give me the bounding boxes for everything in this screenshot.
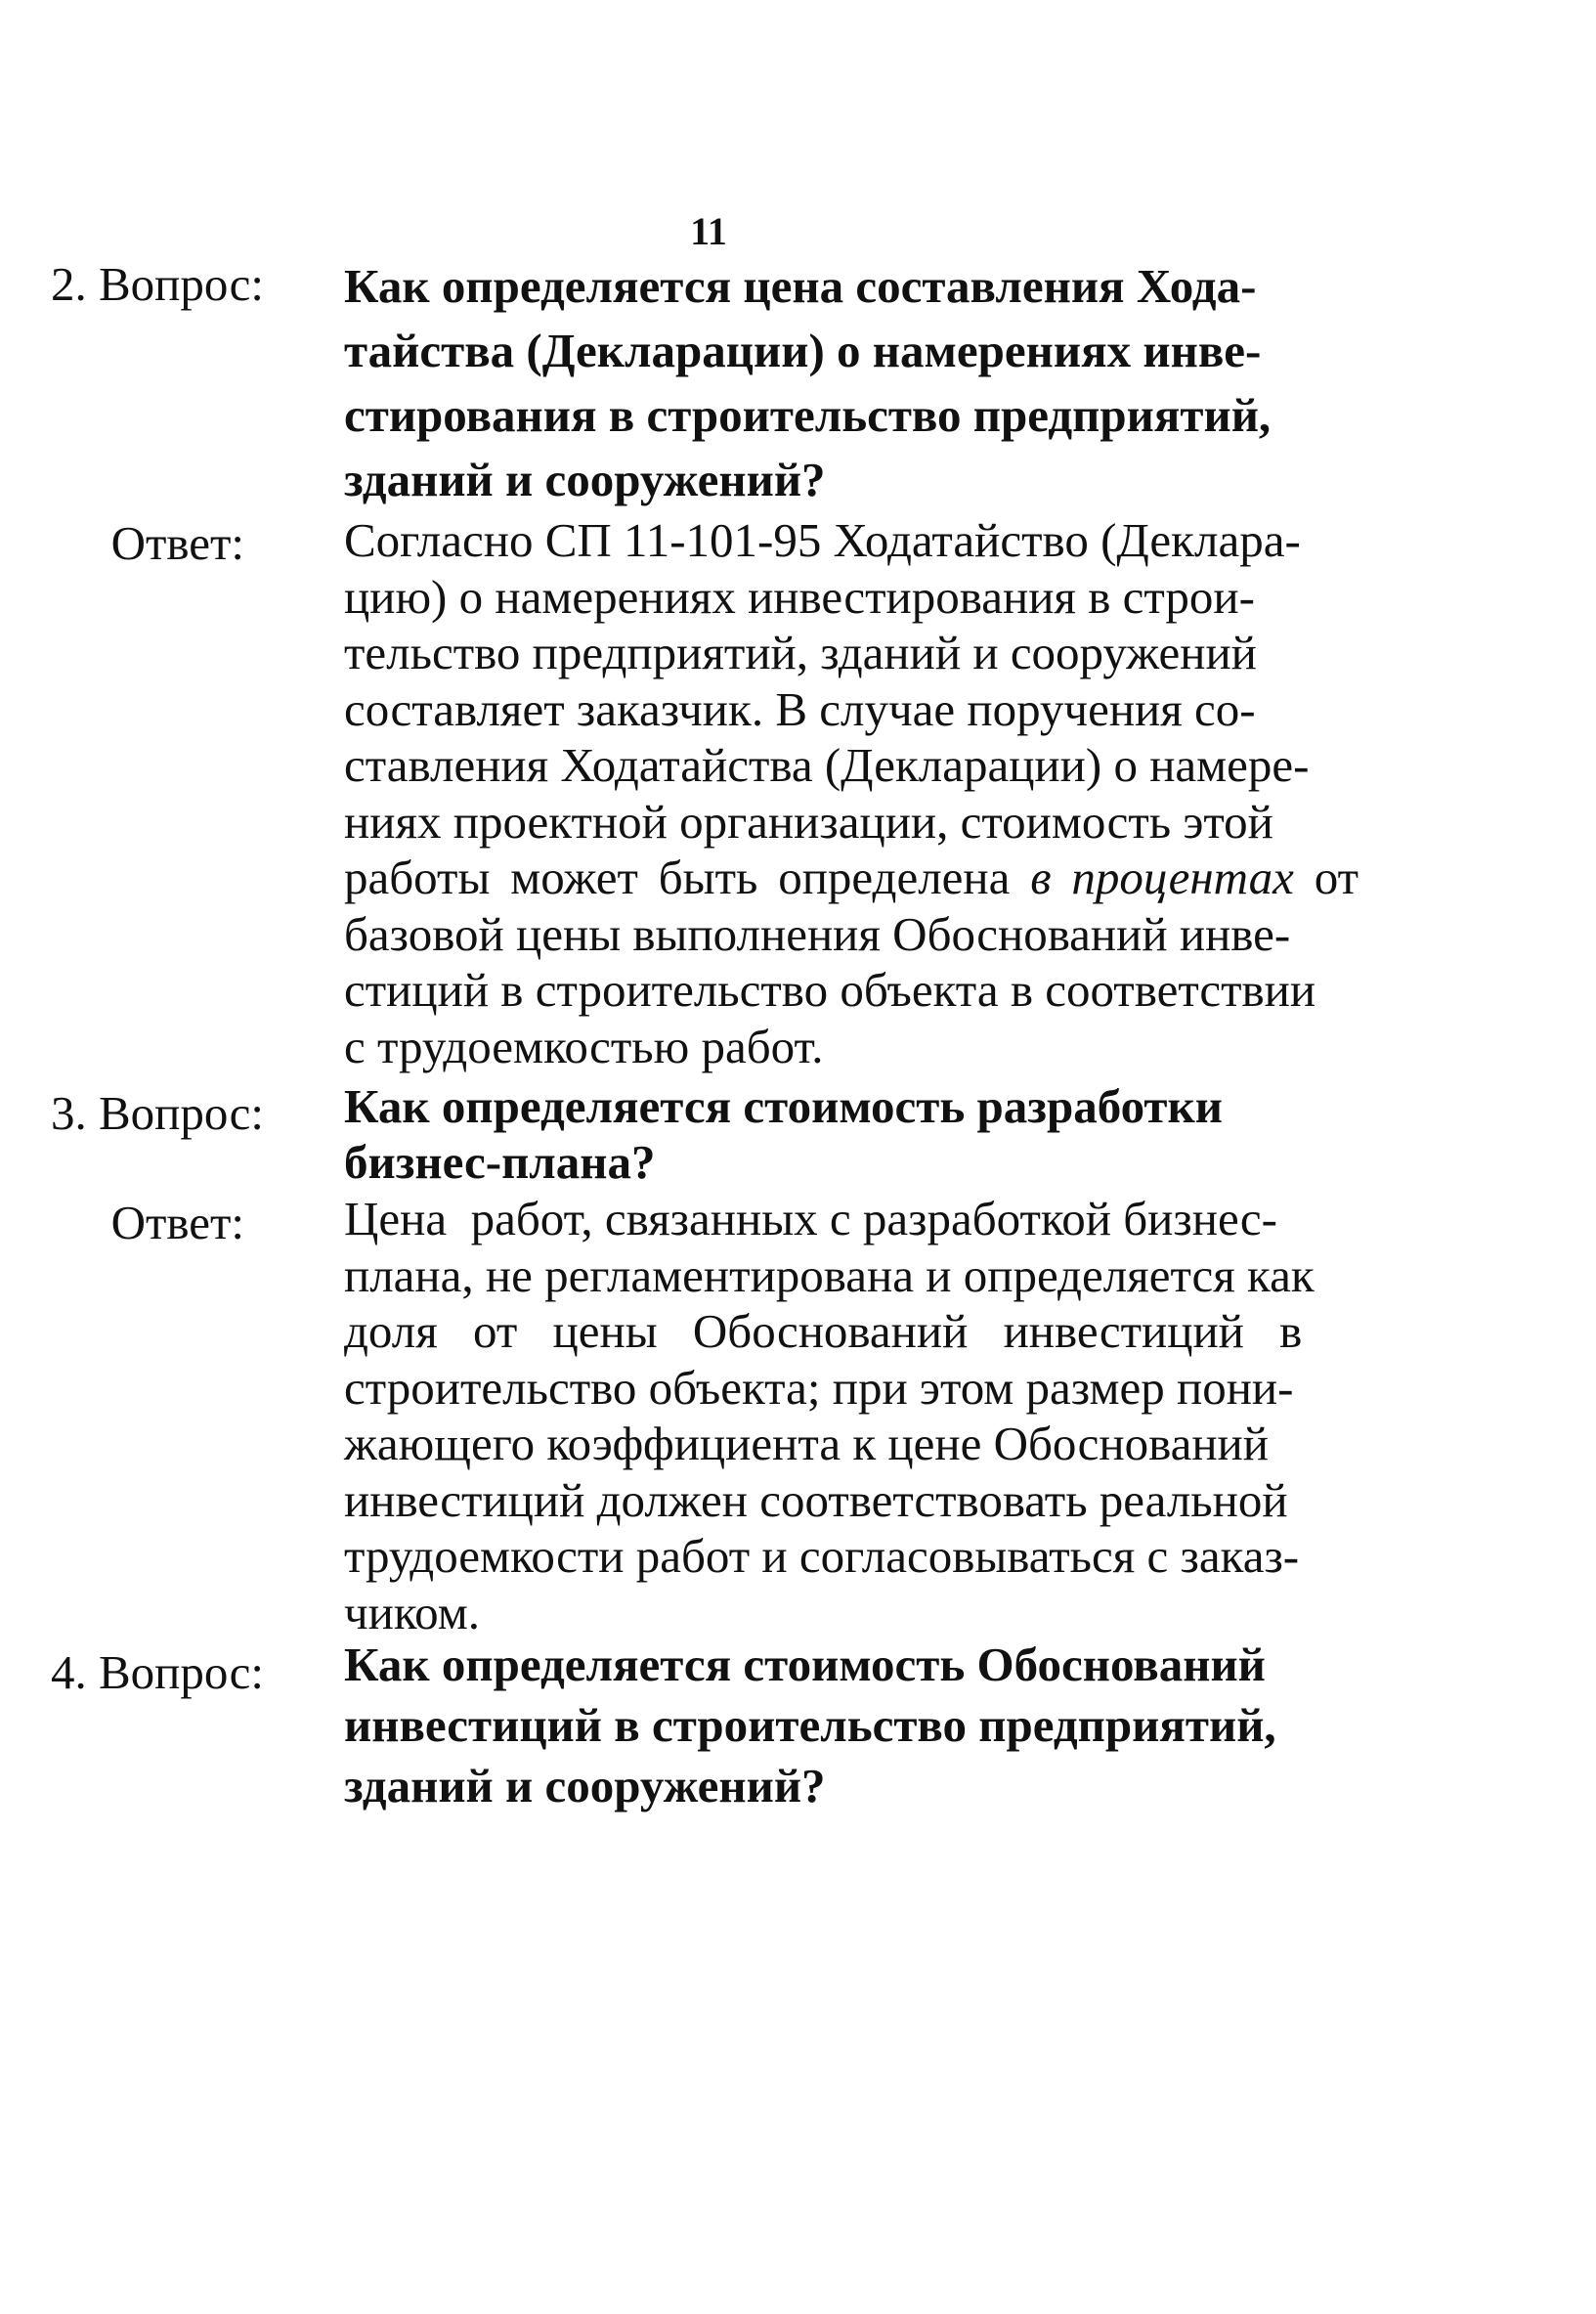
question-number-4-label: 4. Вопрос: — [51, 1645, 264, 1699]
text-line: строительство объекта; при этом размер пони- — [344, 1360, 1294, 1415]
question-2-text — [344, 254, 1359, 512]
text-line: инвестиций в строительство предприятий, — [344, 1698, 1276, 1752]
text-line: тайства (Декларации) о намерениях инве- — [344, 324, 1262, 377]
answer-2-label: Ответ: — [110, 516, 244, 570]
text-line: бизнес-плана? — [344, 1135, 656, 1189]
question-3-text — [344, 1078, 1359, 1190]
text-line: Как определяется цена составления Хода- — [344, 259, 1257, 313]
answer-2-text — [344, 512, 1359, 1074]
text-line: ниях проектной организации, стоимость этой — [344, 794, 1273, 849]
text-line: стиций в строительство объекта в соответствии — [344, 963, 1316, 1017]
question-4-text — [344, 1635, 1359, 1816]
text-line: доля от цены Обоснований инвестиций в — [344, 1304, 1303, 1358]
text-segment: от — [1314, 851, 1359, 904]
text-line: цию) о намерениях инвестирования в строи- — [344, 569, 1255, 624]
answer-3-text — [344, 1191, 1359, 1640]
text-line: зданий и сооружений? — [344, 1759, 826, 1812]
text-line: инвестиций должен соответствовать реальной — [344, 1472, 1288, 1527]
text-line: стирования в строительство предприятий, — [344, 388, 1272, 442]
text-line: с трудоемкостью работ. — [344, 1019, 824, 1073]
text-line: Как определяется стоимость Обоснований — [344, 1637, 1266, 1691]
text-line — [344, 850, 1359, 906]
text-segment: работы может быть определена — [344, 851, 1011, 904]
text-line: тельство предприятий, зданий и сооружений — [344, 626, 1257, 679]
text-line: жающего коэффициента к цене Обоснований — [344, 1417, 1270, 1470]
question-number-2-label: 2. Вопрос: — [51, 257, 264, 311]
text-line: Цена работ, связанных с разработкой бизнес- — [344, 1192, 1277, 1245]
text-line: составляет заказчик. В случае поручения со- — [344, 681, 1256, 736]
text-line: ставления Ходатайства (Декларации) о намере- — [344, 738, 1310, 792]
answer-3-label: Ответ: — [110, 1196, 244, 1249]
text-line: Как определяется стоимость разработки — [344, 1079, 1223, 1133]
text-line: чиком. — [344, 1585, 481, 1639]
italic-phrase: в процентах — [1030, 851, 1294, 904]
text-line: Согласно СП 11-101-95 Ходатайство (Деклара- — [344, 513, 1301, 567]
text-line: зданий и сооружений? — [344, 453, 826, 506]
page-number: 11 — [690, 209, 727, 253]
text-line: базовой цены выполнения Обоснований инве- — [344, 906, 1291, 961]
text-line: плана, не регламентирована и определяется как — [344, 1247, 1315, 1302]
question-number-3-label: 3. Вопрос: — [51, 1086, 264, 1140]
text-line: трудоемкости работ и согласовываться с заказ- — [344, 1529, 1300, 1583]
